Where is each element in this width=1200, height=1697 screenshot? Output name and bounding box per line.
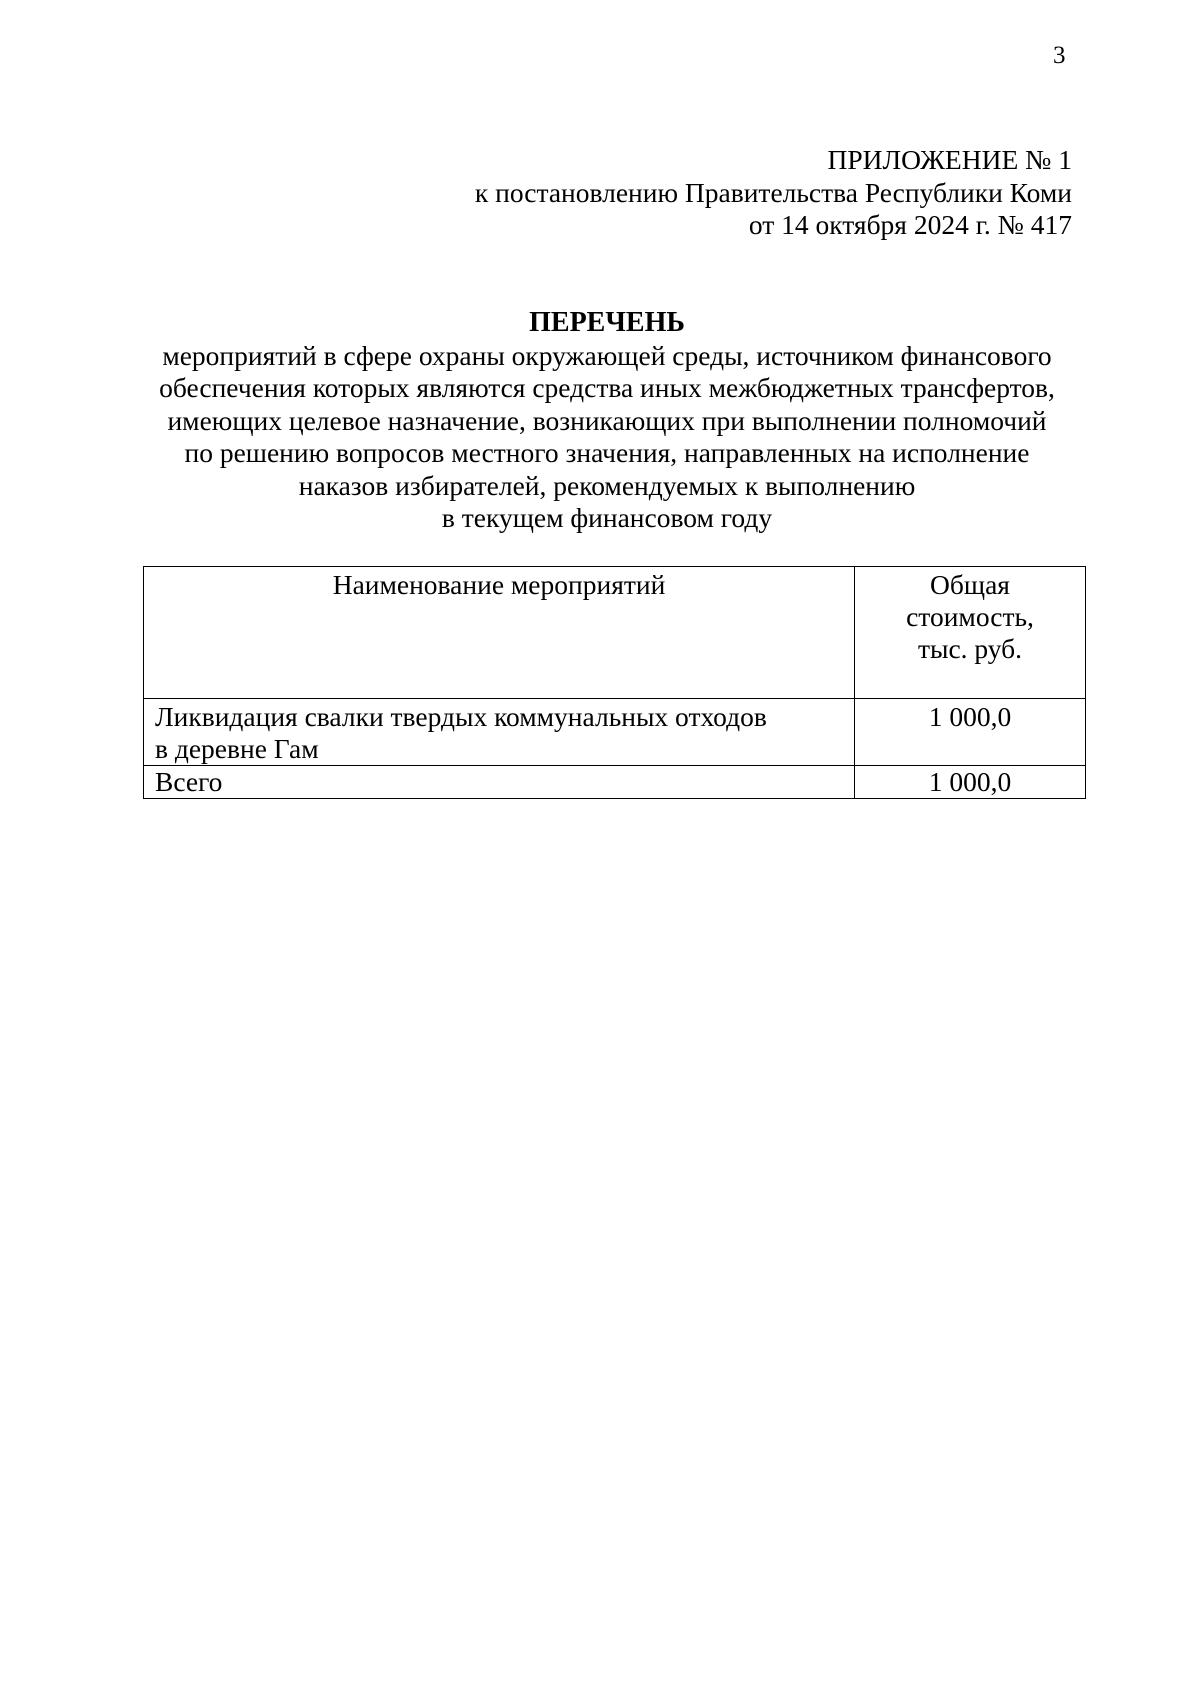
header-cost-line: тыс. руб.: [917, 633, 1023, 664]
subtitle-line: имеющих целевое назначение, возникающих при выполнении полномочий: [167, 404, 1047, 436]
subtitle-line: наказов избирателей, рекомендуемых к выполнению: [298, 469, 916, 501]
table-row: [144, 699, 1086, 766]
appendix-block: [475, 144, 1072, 242]
total-label-cell: Всего: [144, 766, 855, 799]
appendix-date-number: от 14 октября 2024 г. № 417: [748, 209, 1072, 240]
subtitle-line: в текущем финансовом году: [441, 502, 773, 534]
measures-table: [143, 566, 1086, 799]
appendix-title: ПРИЛОЖЕНИЕ № 1: [827, 144, 1072, 175]
measure-cost-cell: 1 000,0: [855, 699, 1086, 766]
subtitle-line: мероприятий в сфере охраны окружающей среды, источником финансового: [162, 340, 1052, 371]
header-total-cost: [855, 567, 1086, 699]
document-heading: ПЕРЕЧЕНЬ: [529, 307, 685, 338]
measure-name-line: Ликвидация свалки твердых коммунальных отходов: [155, 701, 767, 732]
measure-name-line: в деревне Гам: [155, 733, 319, 764]
header-cost-line: стоимость,: [906, 601, 1034, 632]
document-subtitle: [0, 340, 1200, 534]
subtitle-line: обеспечения которых являются средства иных межбюджетных трансфертов,: [159, 372, 1055, 404]
header-measure-name: Наименование мероприятий: [144, 567, 855, 699]
table-total-row: [144, 766, 1086, 799]
subtitle-line: по решению вопросов местного значения, направленных на исполнение: [184, 437, 1030, 469]
page-number: 3: [1053, 42, 1066, 69]
measure-name-cell: [144, 699, 855, 766]
appendix-resolution-ref: к постановлению Правительства Республики Коми: [474, 176, 1072, 208]
total-cost-cell: 1 000,0: [855, 766, 1086, 799]
header-cost-line: Общая: [930, 569, 1010, 600]
table-header-row: [144, 567, 1086, 699]
